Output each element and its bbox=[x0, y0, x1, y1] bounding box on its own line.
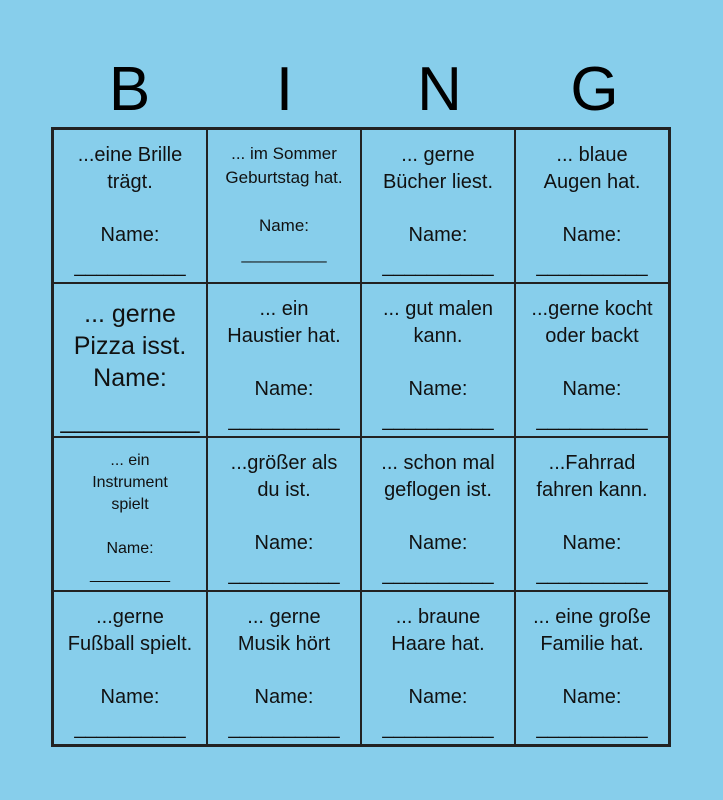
cell-name-label: Name: bbox=[254, 686, 314, 708]
header-letter-b: B bbox=[108, 55, 151, 124]
cell-prompt: ... gut malen kann. bbox=[382, 298, 494, 347]
cell-prompt: ...Fahrrad fahren kann. bbox=[536, 452, 648, 501]
bingo-cell[interactable] bbox=[515, 283, 669, 437]
cell-prompt: ... im Sommer Geburtstag hat. bbox=[225, 144, 343, 187]
bingo-cell[interactable] bbox=[361, 437, 515, 591]
cell-name-label: Name: bbox=[408, 378, 468, 400]
cell-prompt: ...eine Brille trägt. bbox=[77, 144, 183, 193]
cell-prompt: ... schon mal geflogen ist. bbox=[381, 452, 495, 501]
cell-prompt: ... gerne Musik hört bbox=[237, 606, 331, 655]
cell-name-line: __________ bbox=[382, 717, 494, 739]
bingo-cell[interactable] bbox=[515, 591, 669, 745]
bingo-cell[interactable] bbox=[515, 437, 669, 591]
bingo-cell[interactable] bbox=[361, 129, 515, 283]
cell-name-label: Name: bbox=[562, 378, 622, 400]
cell-name-label: Name: bbox=[562, 686, 622, 708]
cell-name-line: _________ bbox=[89, 566, 171, 583]
cell-name-label: Name: bbox=[254, 378, 314, 400]
cell-name-label: Name: bbox=[258, 216, 310, 235]
cell-name-line: __________ bbox=[382, 409, 494, 431]
cell-name-line: __________ bbox=[382, 563, 494, 585]
bingo-cell[interactable] bbox=[207, 591, 361, 745]
cell-name-line: __________ bbox=[536, 717, 648, 739]
cell-name-label: Name: bbox=[562, 532, 622, 554]
cell-name-line: __________ bbox=[536, 255, 648, 277]
cell-name-line: __________ bbox=[74, 717, 186, 739]
cell-name-line: __________ bbox=[536, 563, 648, 585]
bingo-cell[interactable] bbox=[53, 591, 207, 745]
cell-name-label: Name: bbox=[100, 686, 160, 708]
bingo-cell[interactable] bbox=[361, 591, 515, 745]
bingo-cell[interactable] bbox=[515, 129, 669, 283]
cell-name-line: _________ bbox=[241, 244, 327, 263]
bingo-cell[interactable] bbox=[53, 437, 207, 591]
bingo-grid bbox=[51, 127, 671, 747]
cell-prompt: ... ein Instrument spielt bbox=[92, 452, 168, 513]
cell-name-label: Name: bbox=[408, 224, 468, 246]
cell-name-line: __________ bbox=[536, 409, 648, 431]
bingo-cell[interactable] bbox=[207, 283, 361, 437]
cell-name-label: Name: bbox=[106, 540, 154, 557]
cell-name-line: __________ bbox=[60, 406, 200, 434]
cell-prompt: ...gerne Fußball spielt. bbox=[67, 606, 193, 655]
cell-name-line: __________ bbox=[382, 255, 494, 277]
cell-prompt: ... braune Haare hat. bbox=[391, 606, 485, 655]
bingo-cell[interactable] bbox=[207, 437, 361, 591]
cell-name-label: Name: bbox=[562, 224, 622, 246]
bingo-header bbox=[52, 52, 672, 128]
cell-prompt: ... eine große Familie hat. bbox=[533, 606, 651, 655]
bingo-cell[interactable] bbox=[53, 129, 207, 283]
cell-name-label: Name: bbox=[408, 686, 468, 708]
cell-prompt: ... gerne Bücher liest. bbox=[382, 144, 494, 193]
header-letter-n: N bbox=[417, 55, 462, 124]
bingo-cell[interactable] bbox=[53, 283, 207, 437]
cell-name-label: Name: bbox=[100, 224, 160, 246]
cell-name-label: Name: bbox=[93, 364, 167, 392]
cell-prompt: ... blaue Augen hat. bbox=[543, 144, 641, 193]
cell-prompt: ...gerne kocht oder backt bbox=[531, 298, 653, 347]
cell-name-line: __________ bbox=[74, 255, 186, 277]
bingo-cell[interactable] bbox=[207, 129, 361, 283]
cell-name-line: __________ bbox=[228, 409, 340, 431]
header-letter-g: G bbox=[570, 55, 619, 124]
cell-prompt: ... gerne Pizza isst. bbox=[73, 300, 187, 360]
cell-prompt: ... ein Haustier hat. bbox=[227, 298, 341, 347]
cell-name-line: __________ bbox=[228, 563, 340, 585]
cell-name-label: Name: bbox=[408, 532, 468, 554]
cell-prompt: ...größer als du ist. bbox=[230, 452, 338, 501]
cell-name-label: Name: bbox=[254, 532, 314, 554]
bingo-cell[interactable] bbox=[361, 283, 515, 437]
cell-name-line: __________ bbox=[228, 717, 340, 739]
header-letter-i: I bbox=[275, 55, 294, 124]
